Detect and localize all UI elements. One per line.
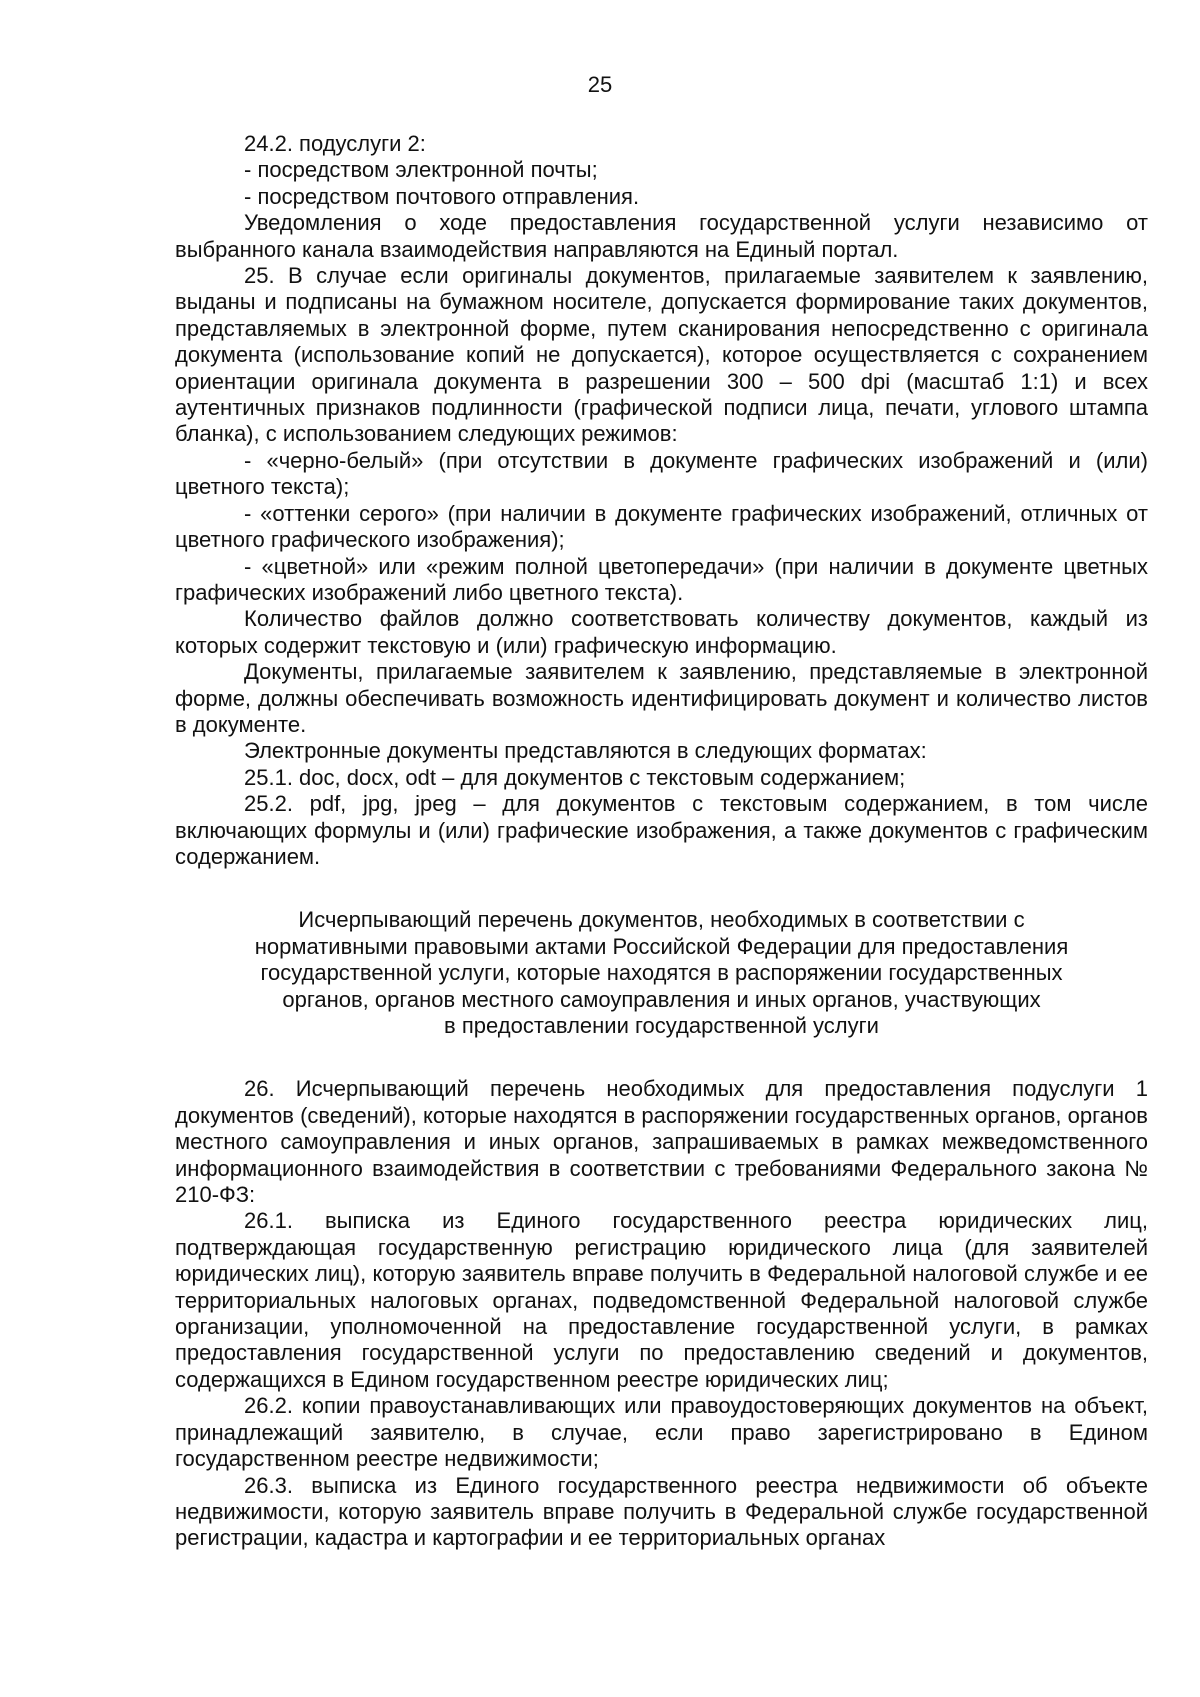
list-item-grayscale: - «оттенки серого» (при наличии в документе графических изображений, отличных от цветного графического изображения); xyxy=(175,500,1148,553)
list-item-post: - посредством почтового отправления. xyxy=(244,183,640,209)
paragraph-24-2: 24.2. подуслуги 2: xyxy=(244,131,426,156)
document-body xyxy=(175,131,1148,1552)
paragraph-notifications: Уведомления о ходе предоставления государственной услуги независимо от выбранного канала взаимодействия направляются на Единый портал. xyxy=(175,210,1148,262)
paragraph-26-1: 26.1. выписка из Единого государственного реестра юридических лиц, подтверждающая государственную регистрацию юридического лица (для заявителей юридических лиц), которую заявитель вправе получить в Федеральной налоговой службе и ее территориальных налоговых органах, подведомственной Федеральной налоговой службе организации, уполномоченной на предоставление государственной услуги, в рамках предоставления государственной услуги по предоставлению сведений и документов, содержащихся в Едином государственном реестре юридических лиц; xyxy=(175,1208,1148,1392)
paragraph-25: 25. В случае если оригиналы документов, прилагаемые заявителем к заявлению, выданы и подписаны на бумажном носителе, допускается формирование таких документов, представляемых в электронной форме, путем сканирования непосредственно с оригинала документа (использование копий не допускается), которое осуществляется с сохранением ориентации оригинала документа в разрешении 300 – 500 dpi (масштаб 1:1) и всех аутентичных признаков подлинности (графической подписи лица, печати, углового штампа бланка), с использованием следующих режимов: xyxy=(175,263,1148,447)
paragraph-formats: Электронные документы представляются в следующих форматах: xyxy=(244,738,927,764)
paragraph-file-count: Количество файлов должно соответствовать количеству документов, каждый из которых содержит текстовую и (или) графическую информацию. xyxy=(175,606,1148,658)
list-item-color: - «цветной» или «режим полной цветопередачи» (при наличии в документе цветных графических изображений либо цветного текста). xyxy=(175,553,1148,605)
paragraph-26-3: 26.3. выписка из Единого государственного реестра недвижимости об объекте недвижимости, которую заявитель вправе получить в Федеральной службе государственной регистрации, кадастра и картографии и ее территориальных органах xyxy=(175,1472,1148,1551)
heading-line: государственной услуги, которые находятся в распоряжении государственных xyxy=(260,960,1063,986)
list-item-bw: - «черно-белый» (при отсутствии в документе графических изображений и (или) цветного текста); xyxy=(175,447,1148,500)
paragraph-25-2: 25.2. pdf, jpg, jpeg – для документов с текстовым содержанием, в том числе включающих формулы и (или) графические изображения, а также документов с графическим содержанием. xyxy=(175,791,1148,869)
list-item-email: - посредством электронной почты; xyxy=(244,157,598,183)
section-heading xyxy=(175,907,1148,1039)
paragraph-documents: Документы, прилагаемые заявителем к заявлению, представляемые в электронной форме, должны обеспечивать возможность идентифицировать документ и количество листов в документе. xyxy=(175,659,1148,737)
heading-line: Исчерпывающий перечень документов, необходимых в соответствии с xyxy=(298,907,1025,933)
heading-line: в предоставлении государственной услуги xyxy=(444,1013,879,1038)
paragraph-25-1: 25.1. doc, docx, odt – для документов с текстовым содержанием; xyxy=(244,764,906,790)
paragraph-26-2: 26.2. копии правоустанавливающих или правоудостоверяющих документов на объект, принадлежащий заявителю, в случае, если право зарегистрировано в Едином государственном реестре недвижимости; xyxy=(175,1393,1148,1472)
page-number: 25 xyxy=(587,72,613,97)
heading-line: нормативными правовыми актами Российской Федерации для предоставления xyxy=(254,933,1069,959)
paragraph-26: 26. Исчерпывающий перечень необходимых для предоставления подуслуги 1 документов (сведений), которые находятся в распоряжении государственных органов, органов местного самоуправления и иных органов, запрашиваемых в рамках межведомственного информационного взаимодействия в соответствии с требованиями Федерального закона № 210-ФЗ: xyxy=(175,1076,1148,1208)
heading-line: органов, органов местного самоуправления и иных органов, участвующих xyxy=(282,986,1041,1012)
